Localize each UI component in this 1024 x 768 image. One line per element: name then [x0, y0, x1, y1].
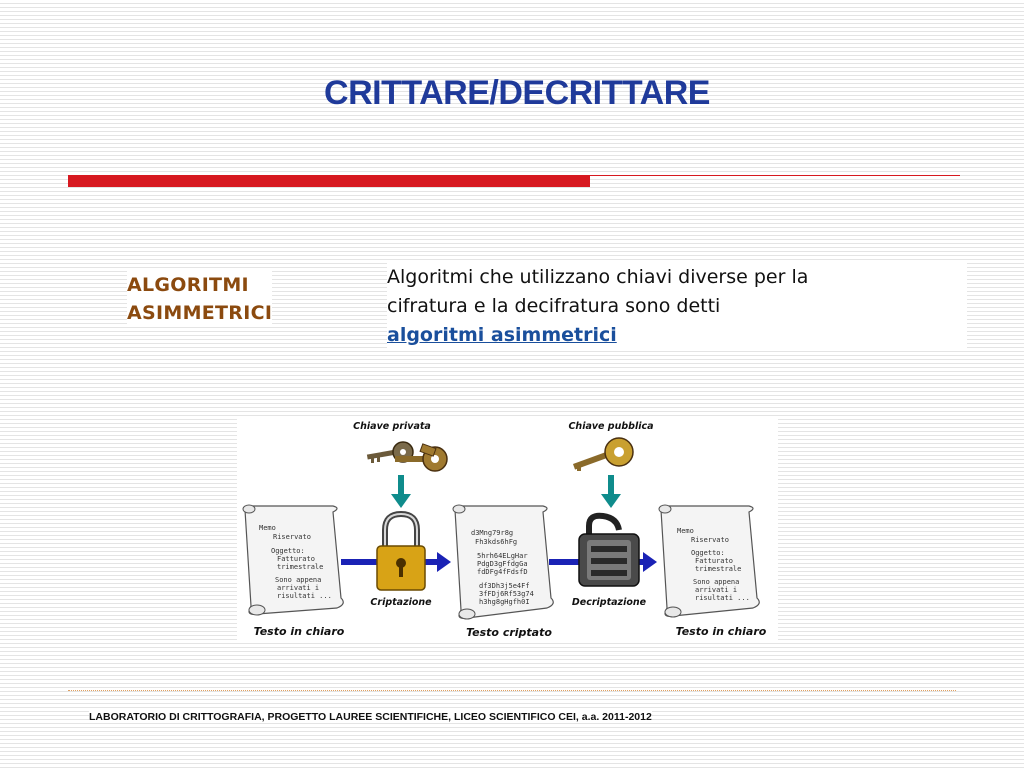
cipher-doc-line: Fh3kds6hFg — [475, 538, 518, 546]
open-lock-icon — [579, 516, 639, 586]
definition-line2: cifratura e la decifratura sono detti — [387, 295, 721, 317]
plain-doc-line: Riservato — [273, 533, 311, 541]
title-rule-thick — [68, 175, 590, 187]
cipher-doc-line: h3hg8gHgfh0I — [479, 598, 530, 606]
plain-doc-line: Sono appena — [693, 578, 740, 586]
plain-doc-line: Riservato — [691, 536, 729, 544]
private-key-label: Chiave privata — [353, 421, 431, 432]
plain-doc-line: Sono appena — [275, 576, 322, 584]
plain-doc-line: trimestrale — [695, 565, 742, 573]
plain-doc-line: Oggetto: — [271, 547, 305, 555]
cipher-doc-line: d3Mng79r8g — [471, 529, 514, 537]
definition-line1: Algoritmi che utilizzano chiavi diverse per la — [387, 266, 809, 288]
encrypt-label: Criptazione — [370, 597, 432, 608]
document-scroll-icon — [659, 505, 759, 617]
key-icon — [367, 442, 447, 471]
public-key-label: Chiave pubblica — [568, 421, 654, 432]
plain-doc-line: Fatturato — [277, 555, 315, 563]
plain-doc-line: Memo — [259, 524, 276, 532]
key-icon — [573, 438, 633, 471]
encryption-diagram — [237, 418, 778, 642]
cipher-doc-line: df3Dh3j5e4Ff — [479, 582, 530, 590]
arrow-down-icon — [601, 475, 621, 508]
document-scroll-icon — [453, 505, 553, 619]
plain-doc-line: risultati ... — [277, 592, 332, 600]
section-label-line1: ALGORITMI — [127, 274, 249, 296]
cipher-text-label: Testo criptato — [466, 626, 552, 639]
cipher-doc-line: 3fFDj6Rf53g74 — [479, 590, 534, 598]
title-rule-thin — [590, 175, 960, 176]
plain-doc-line: arrivati i — [695, 586, 738, 594]
plain-doc-line: Memo — [677, 527, 694, 535]
plain-doc-line: Fatturato — [695, 557, 733, 565]
plain-text-label-1: Testo in chiaro — [253, 625, 345, 638]
footer-rule — [68, 690, 956, 691]
plain-doc-line: risultati ... — [695, 594, 750, 602]
plain-text-label-2: Testo in chiaro — [675, 625, 767, 638]
encryption-diagram-svg — [237, 418, 778, 642]
section-label-line2: ASIMMETRICI — [127, 302, 273, 324]
plain-doc-line: arrivati i — [277, 584, 320, 592]
lock-icon — [377, 514, 425, 590]
footer-text: LABORATORIO DI CRITTOGRAFIA, PROGETTO LAUREE SCIENTIFICHE, LICEO SCIENTIFICO CEI, a.a. 2011-2012 — [89, 711, 652, 723]
term-link[interactable]: algoritmi asimmetrici — [387, 324, 617, 346]
cipher-doc-line: 5hrh64ELgHar — [477, 552, 528, 560]
definition-text — [387, 263, 967, 350]
plain-doc-line: Oggetto: — [691, 549, 725, 557]
cipher-doc-line: PdgD3gFfdgGa — [477, 560, 528, 568]
cipher-doc-line: fdDFg4fFdsfD — [477, 568, 528, 576]
slide-title: CRITTARE/DECRITTARE — [324, 74, 710, 112]
arrow-down-icon — [391, 475, 411, 508]
section-label — [127, 271, 272, 327]
plain-doc-line: trimestrale — [277, 563, 324, 571]
decrypt-label: Decriptazione — [571, 597, 647, 608]
document-scroll-icon — [243, 505, 343, 615]
